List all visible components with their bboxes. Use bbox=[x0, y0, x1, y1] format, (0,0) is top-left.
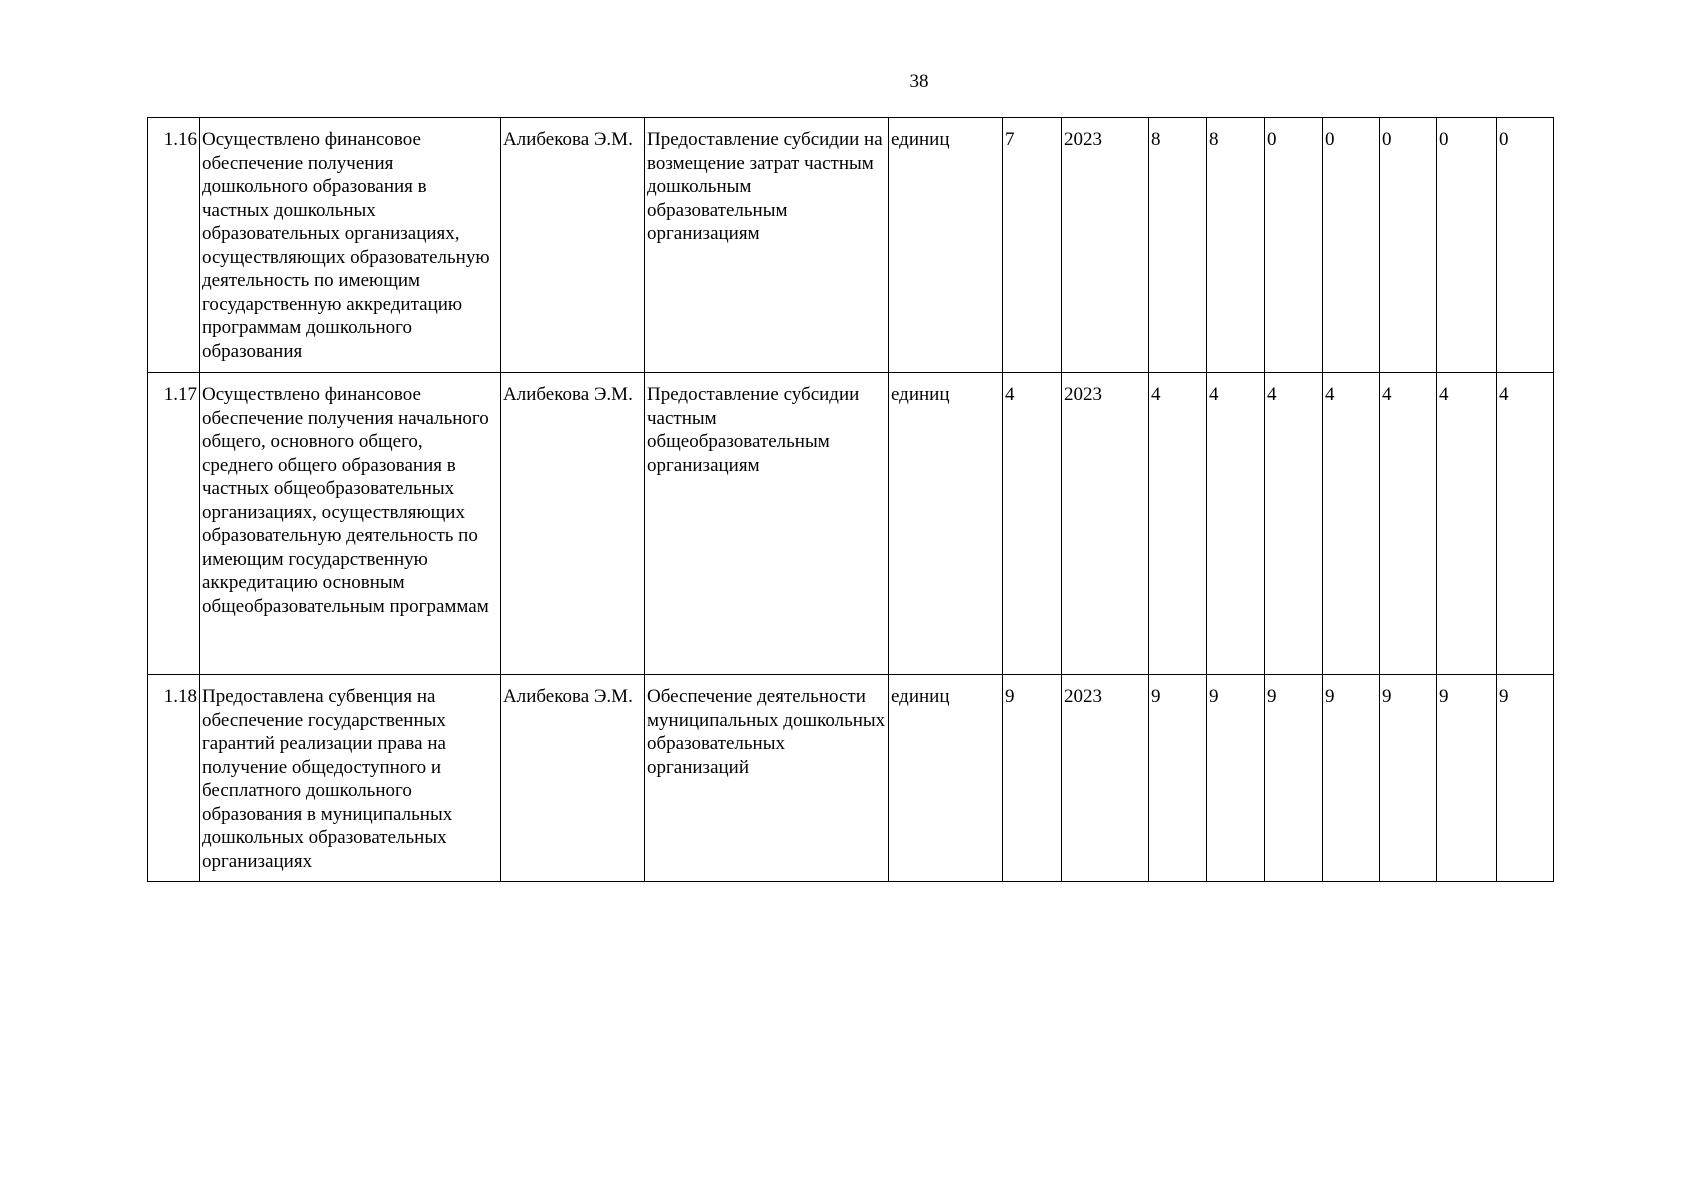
indicators-table bbox=[147, 117, 1554, 882]
year-value: 9 bbox=[1380, 675, 1437, 882]
year-value: 9 bbox=[1497, 675, 1554, 882]
row-number: 1.18 bbox=[148, 675, 200, 882]
table-row bbox=[148, 675, 1554, 882]
year-value: 9 bbox=[1323, 675, 1380, 882]
row-number: 1.17 bbox=[148, 373, 200, 675]
year-value: 4 bbox=[1380, 373, 1437, 675]
year-value: 0 bbox=[1380, 118, 1437, 373]
unit-of-measure: единиц bbox=[889, 675, 1003, 882]
table-row bbox=[148, 118, 1554, 373]
year-value: 9 bbox=[1207, 675, 1265, 882]
row-number: 1.16 bbox=[148, 118, 200, 373]
year-value: 4 bbox=[1265, 373, 1323, 675]
base-year: 2023 bbox=[1062, 118, 1149, 373]
year-value: 9 bbox=[1149, 675, 1207, 882]
result-name: Осуществлено финансовое обеспечение получения дошкольного образования в частных дошкольных образовательных организациях, осуществляющих образовательную деятельность по имеющим государственную аккредитацию программам дошкольного образования bbox=[200, 118, 501, 373]
base-year: 2023 bbox=[1062, 373, 1149, 675]
base-value: 4 bbox=[1003, 373, 1062, 675]
year-value: 0 bbox=[1437, 118, 1497, 373]
year-value: 9 bbox=[1437, 675, 1497, 882]
base-year: 2023 bbox=[1062, 675, 1149, 882]
result-name: Осуществлено финансовое обеспечение получения начального общего, основного общего, среднего общего образования в частных общеобразовательных организациях, осуществляющих образовательную деятельность по имеющим государственную аккредитацию основным общеобразовательным программам bbox=[200, 373, 501, 675]
unit-of-measure: единиц bbox=[889, 373, 1003, 675]
page-number: 38 bbox=[909, 71, 929, 92]
year-value: 8 bbox=[1149, 118, 1207, 373]
base-value: 7 bbox=[1003, 118, 1062, 373]
responsible-person: Алибекова Э.М. bbox=[501, 118, 645, 373]
responsible-person: Алибекова Э.М. bbox=[501, 373, 645, 675]
responsible-person: Алибекова Э.М. bbox=[501, 675, 645, 882]
event-description: Обеспечение деятельности муниципальных дошкольных образовательных организаций bbox=[645, 675, 889, 882]
result-name: Предоставлена субвенция на обеспечение государственных гарантий реализации права на получение общедоступного и бесплатного дошкольного образования в муниципальных дошкольных образовательных организациях bbox=[200, 675, 501, 882]
year-value: 4 bbox=[1149, 373, 1207, 675]
year-value: 9 bbox=[1265, 675, 1323, 882]
year-value: 0 bbox=[1497, 118, 1554, 373]
year-value: 0 bbox=[1265, 118, 1323, 373]
year-value: 0 bbox=[1323, 118, 1380, 373]
year-value: 4 bbox=[1207, 373, 1265, 675]
base-value: 9 bbox=[1003, 675, 1062, 882]
year-value: 4 bbox=[1323, 373, 1380, 675]
event-description: Предоставление субсидии частным общеобразовательным организациям bbox=[645, 373, 889, 675]
event-description: Предоставление субсидии на возмещение затрат частным дошкольным образовательным организациям bbox=[645, 118, 889, 373]
year-value: 8 bbox=[1207, 118, 1265, 373]
year-value: 4 bbox=[1437, 373, 1497, 675]
table-row bbox=[148, 373, 1554, 675]
unit-of-measure: единиц bbox=[889, 118, 1003, 373]
year-value: 4 bbox=[1497, 373, 1554, 675]
